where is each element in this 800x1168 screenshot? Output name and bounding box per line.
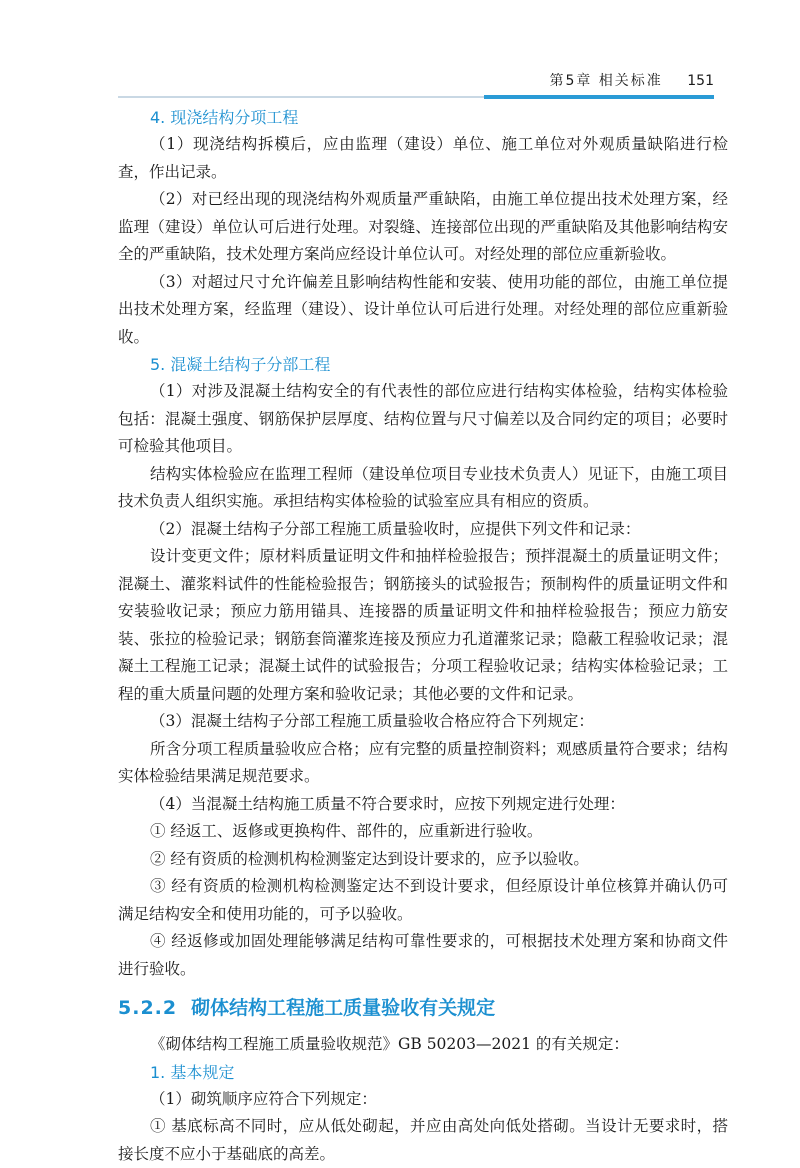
paragraph: （2）混凝土结构子分部工程施工质量验收时，应提供下列文件和记录： — [150, 519, 641, 538]
header-rule — [118, 96, 714, 98]
list-item: ④ 经返修或加固处理能够满足结构可靠性要求的，可根据技术处理方案和协商文件进行验收。 — [118, 932, 728, 978]
list-item: ① 经返工、返修或更换构件、部件的，应重新进行验收。 — [150, 822, 543, 840]
subheading-concrete-structure: 5. 混凝土结构子分部工程 — [150, 355, 331, 374]
paragraph: 《砌体结构工程施工质量验收规范》GB 50203—2021 的有关规定： — [150, 1035, 629, 1053]
subheading-cast-in-place: 4. 现浇结构分项工程 — [150, 108, 299, 127]
paragraph: （1）现浇结构拆模后，应由监理（建设）单位、施工单位对外观质量缺陷进行检查，作出记录。 — [118, 135, 728, 181]
paragraph: 结构实体检验应在监理工程师（建设单位项目专业技术负责人）见证下，由施工项目技术负责人组织实施。承担结构实体检验的试验室应具有相应的资质。 — [118, 464, 728, 510]
paragraph: （3）对超过尺寸允许偏差且影响结构性能和安装、使用功能的部位，由施工单位提出技术处理方案，经监理（建设）、设计单位认可后进行处理。对经处理的部位应重新验收。 — [118, 272, 728, 346]
section-number: 5.2.2 — [118, 997, 178, 1019]
paragraph: （3）混凝土结构子分部工程施工质量验收合格应符合下列规定： — [150, 712, 594, 730]
paragraph: （1）砌筑顺序应符合下列规定： — [150, 1089, 377, 1108]
paragraph: 设计变更文件；原材料质量证明文件和抽样检验报告；预拌混凝土的质量证明文件；混凝土、灌浆料试件的性能检验报告；钢筋接头的试验报告；预制构件的质量证明文件和安装验收记录；预应力筋用锚具、连接器的质量证明文件和抽样检验报告；预应力筋安装、张拉的检验记录；钢筋套筒灌浆连接及预应力孔道灌浆记录；隐蔽工程验收记录；混凝土工程施工记录；混凝土试件的试验报告；分项工程验收记录；结构实体检验记录；工程的重大质量问题的处理方案和验收记录；其他必要的文件和记录。 — [118, 547, 728, 703]
chapter-title: 第5章 相关标准 — [549, 73, 663, 89]
subheading-basic-rules: 1. 基本规定 — [150, 1062, 235, 1082]
paragraph: （4）当混凝土结构施工质量不符合要求时，应按下列规定进行处理： — [150, 794, 625, 813]
page-number: 151 — [687, 73, 714, 89]
page-body — [118, 104, 728, 1168]
section-heading — [118, 993, 728, 1023]
section-title: 砌体结构工程施工质量验收有关规定 — [191, 997, 496, 1019]
paragraph: 所含分项工程质量验收应合格；应有完整的质量控制资料；观感质量符合要求；结构实体检验结果满足规范要求。 — [118, 739, 728, 785]
paragraph: （2）对已经出现的现浇结构外观质量严重缺陷，由施工单位提出技术处理方案，经监理（建设）单位认可后进行处理。对裂缝、连接部位出现的严重缺陷及其他影响结构安全的严重缺陷，技术处理方案尚应经设计单位认可。对经处理的部位应重新验收。 — [118, 190, 728, 263]
list-item: ① 基底标高不同时，应从低处砌起，并应由高处向低处搭砌。当设计无要求时，搭接长度不应小于基础底的高差。 — [118, 1117, 728, 1163]
paragraph: （1）对涉及混凝土结构安全的有代表性的部位应进行结构实体检验，结构实体检验包括：混凝土强度、钢筋保护层厚度、结构位置与尺寸偏差以及合同约定的项目；必要时可检验其他项目。 — [118, 382, 728, 455]
list-item: ③ 经有资质的检测机构检测鉴定达不到设计要求，但经原设计单位核算并确认仍可满足结构安全和使用功能的，可予以验收。 — [118, 877, 728, 923]
list-item: ② 经有资质的检测机构检测鉴定达到设计要求的，应予以验收。 — [150, 849, 589, 868]
running-header — [118, 70, 714, 96]
